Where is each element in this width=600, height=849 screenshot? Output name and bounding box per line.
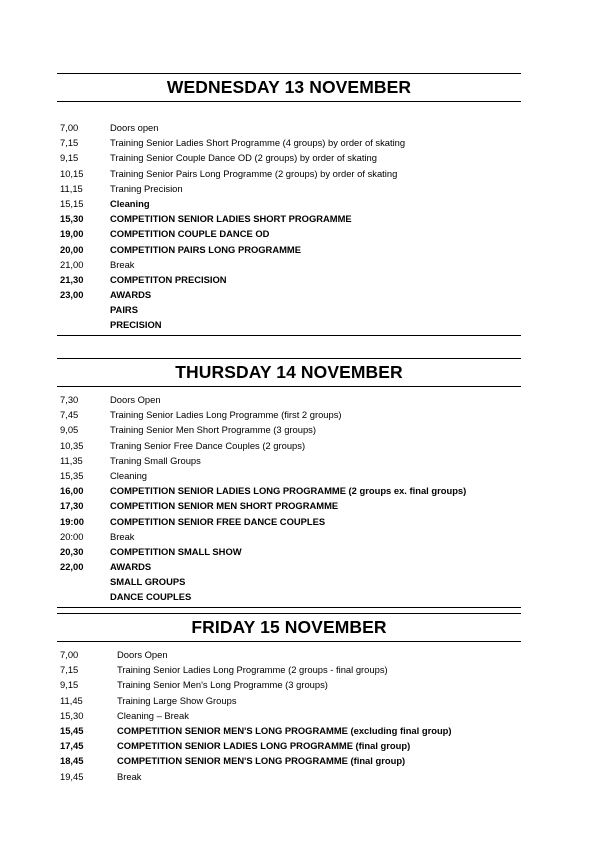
schedule-row	[57, 135, 521, 150]
schedule-time: 19:00	[60, 515, 84, 527]
bottom-divider	[57, 335, 521, 336]
schedule-time: 16,00	[60, 485, 84, 497]
schedule-row	[57, 753, 521, 768]
schedule-row	[57, 559, 521, 574]
schedule-time: 23,00	[60, 289, 84, 301]
day-title: FRIDAY 15 NOVEMBER	[191, 617, 387, 637]
schedule-time: 22,00	[60, 561, 84, 573]
schedule-description: Break	[110, 530, 135, 542]
schedule-description: COMPETITION SENIOR LADIES LONG PROGRAMME (2 groups ex. final groups)	[110, 485, 467, 497]
schedule-time: 17,30	[60, 500, 84, 512]
schedule-time: 7,15	[60, 664, 79, 676]
schedule-description: Doors Open	[110, 394, 161, 405]
schedule-time: 7,00	[60, 122, 79, 133]
schedule-description: DANCE COUPLES	[110, 591, 192, 603]
schedule-row	[57, 302, 521, 317]
schedule-time: 10,15	[60, 167, 84, 179]
schedule-row	[57, 589, 521, 604]
schedule-row	[57, 677, 521, 692]
schedule-description: COMPETITON PRECISION	[110, 273, 227, 285]
schedule-row	[57, 287, 521, 302]
schedule-time: 21,30	[60, 273, 84, 285]
schedule-row	[57, 211, 521, 226]
schedule-description: AWARDS	[110, 289, 152, 301]
schedule-row	[57, 438, 521, 453]
schedule-description: Training Large Show Groups	[117, 694, 237, 706]
schedule-description: COMPETITION PAIRS LONG PROGRAMME	[110, 243, 301, 255]
schedule-description: COMPETITION SENIOR MEN'S LONG PROGRAMME (excluding final group)	[117, 724, 452, 736]
schedule-description: Training Senior Men Short Programme (3 groups)	[110, 424, 316, 436]
schedule-time: 15,30	[60, 709, 84, 721]
schedule-description: Training Senior Ladies Long Programme (2 groups - final groups)	[117, 664, 388, 676]
schedule-row	[57, 738, 521, 753]
schedule-time: 15,45	[60, 724, 84, 736]
schedule-time: 15,35	[60, 469, 84, 481]
schedule-description: Traning Precision	[110, 182, 183, 194]
schedule-row	[57, 544, 521, 559]
schedule-description: COMPETITION SENIOR LADIES SHORT PROGRAMME	[110, 213, 352, 225]
schedule-row	[57, 226, 521, 241]
schedule-time: 15,30	[60, 213, 84, 225]
schedule-time: 17,45	[60, 740, 84, 752]
schedule-row	[57, 483, 521, 498]
schedule-time: 18,45	[60, 755, 84, 767]
schedule-row	[57, 150, 521, 165]
day-section-wednesday	[57, 73, 521, 336]
schedule-description: Doors Open	[117, 649, 168, 660]
schedule-time: 11,35	[60, 454, 83, 466]
schedule-row	[57, 529, 521, 544]
schedule-row	[57, 723, 521, 738]
schedule-time: 15,15	[60, 197, 84, 209]
schedule-time: 19,45	[60, 770, 84, 782]
schedule-time: 7,30	[60, 394, 79, 405]
schedule-row	[57, 468, 521, 483]
schedule-time: 9,05	[60, 424, 79, 436]
schedule-row	[57, 120, 521, 135]
schedule-description: Training Senior Ladies Long Programme (first 2 groups)	[110, 409, 342, 421]
schedule-description: SMALL GROUPS	[110, 576, 186, 588]
schedule-time: 9,15	[60, 152, 79, 164]
schedule-time: 21,00	[60, 258, 84, 270]
schedule-row	[57, 257, 521, 272]
schedule-time: 20,00	[60, 243, 84, 255]
schedule-description: Cleaning – Break	[117, 709, 189, 721]
schedule-row	[57, 196, 521, 211]
schedule-time: 11,15	[60, 182, 83, 194]
schedule-description: AWARDS	[110, 561, 152, 573]
bottom-divider	[57, 607, 521, 608]
schedule-row	[57, 272, 521, 287]
schedule-row	[57, 498, 521, 513]
schedule-time: 7,45	[60, 409, 79, 421]
schedule-description: Traning Senior Free Dance Couples (2 groups)	[110, 439, 306, 451]
schedule-description: Cleaning	[110, 469, 148, 481]
schedule-list	[57, 387, 521, 605]
schedule-description: PAIRS	[110, 304, 138, 316]
schedule-row	[57, 769, 521, 784]
schedule-description: Training Senior Men's Long Programme (3 groups)	[117, 679, 328, 691]
schedule-description: Cleaning	[110, 197, 150, 209]
schedule-row	[57, 647, 521, 662]
schedule-description: Training Senior Ladies Short Programme (4 groups) by order of skating	[110, 137, 406, 149]
schedule-time: 20,30	[60, 545, 84, 557]
schedule-time: 10,35	[60, 439, 84, 451]
schedule-description: COMPETITION SENIOR FREE DANCE COUPLES	[110, 515, 326, 527]
schedule-description: Traning Small Groups	[110, 454, 201, 466]
schedule-row	[57, 181, 521, 196]
schedule-description: COMPETITION COUPLE DANCE OD	[110, 228, 270, 240]
day-section-friday	[57, 613, 521, 784]
schedule-description: Doors open	[110, 122, 159, 133]
day-section-thursday	[57, 358, 521, 608]
schedule-row	[57, 693, 521, 708]
schedule-row	[57, 514, 521, 529]
schedule-description: COMPETITION SMALL SHOW	[110, 545, 242, 557]
schedule-time: 20:00	[60, 530, 84, 542]
day-title: THURSDAY 14 NOVEMBER	[175, 362, 403, 382]
schedule-row	[57, 392, 521, 407]
schedule-time: 7,00	[60, 649, 79, 660]
schedule-time: 9,15	[60, 679, 79, 691]
schedule-row	[57, 166, 521, 181]
schedule-list	[57, 642, 521, 784]
schedule-list	[57, 102, 521, 333]
schedule-row	[57, 242, 521, 257]
schedule-description: Training Senior Pairs Long Programme (2 groups) by order of skating	[110, 167, 398, 179]
schedule-row	[57, 317, 521, 332]
schedule-row	[57, 708, 521, 723]
schedule-row	[57, 574, 521, 589]
schedule-description: PRECISION	[110, 319, 162, 331]
schedule-row	[57, 453, 521, 468]
schedule-time: 11,45	[60, 694, 83, 706]
schedule-row	[57, 662, 521, 677]
schedule-time: 7,15	[60, 137, 79, 149]
day-title: WEDNESDAY 13 NOVEMBER	[166, 77, 412, 97]
schedule-time: 19,00	[60, 228, 84, 240]
schedule-description: COMPETITION SENIOR LADIES LONG PROGRAMME (final group)	[117, 740, 411, 752]
schedule-row	[57, 407, 521, 422]
schedule-row	[57, 422, 521, 437]
schedule-description: Break	[110, 258, 135, 270]
schedule-description: Training Senior Couple Dance OD (2 groups) by order of skating	[110, 152, 377, 164]
schedule-description: COMPETITION SENIOR MEN'S LONG PROGRAMME (final group)	[117, 755, 406, 767]
schedule-description: Break	[117, 770, 142, 782]
schedule-description: COMPETITION SENIOR MEN SHORT PROGRAMME	[110, 500, 339, 512]
